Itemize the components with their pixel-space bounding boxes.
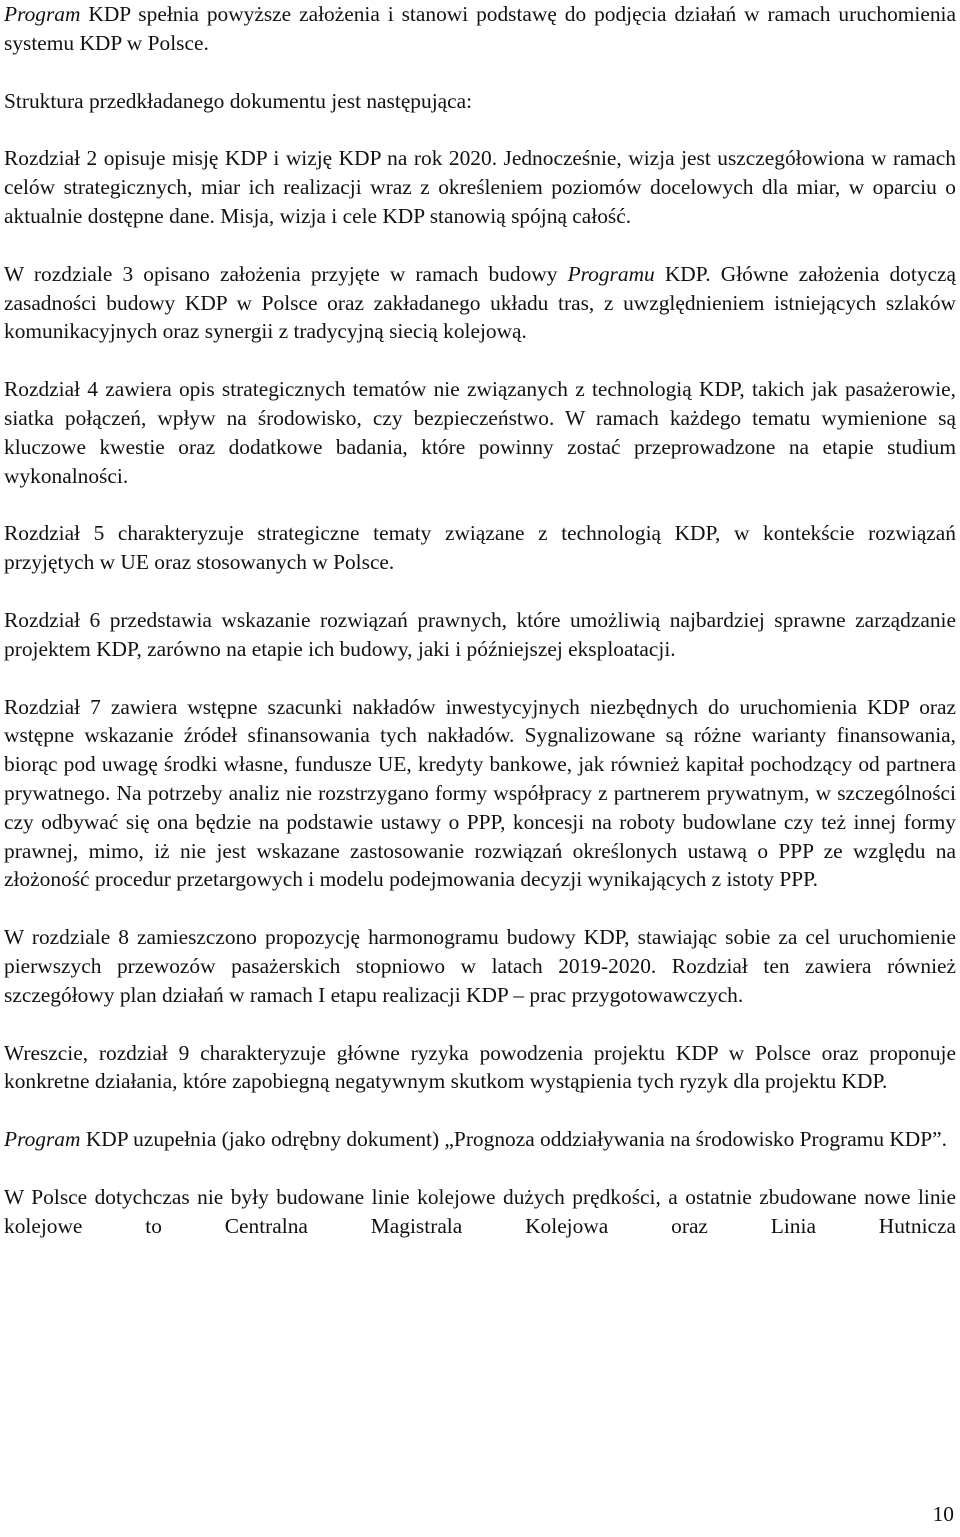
- paragraph-chapter-2: Rozdział 2 opisuje misję KDP i wizję KDP na rok 2020. Jednocześnie, wizja jest uszczegółowiona w ramach celów strategicznych, miar ich realizacji wraz z określeniem poziomów docelowych dla miar, w oparciu o aktualnie dostępne dane. Misja, wizja i cele KDP stanowią spójną całość.: [4, 146, 956, 228]
- paragraph-chapter-4: Rozdział 4 zawiera opis strategicznych tematów nie związanych z technologią KDP, takich jak pasażerowie, siatka połączeń, wpływ na środowisko, czy bezpieczeństwo. W ramach każdego tematu wymienione są kluczowe kwestie oraz dodatkowe badania, które powinny zostać przeprowadzone na etapie studium wykonalności.: [4, 377, 956, 488]
- paragraph-chapter-9: Wreszcie, rozdział 9 charakteryzuje główne ryzyka powodzenia projektu KDP w Polsce oraz proponuje konkretne działania, które zapobiegną negatywnym skutkom wystąpienia tych ryzyk dla projektu KDP.: [4, 1040, 956, 1094]
- paragraph-program-supplement: Program KDP uzupełnia (jako odrębny dokument) „Prognoza oddziaływania na środowisko Programu KDP”.: [4, 1127, 947, 1152]
- document-page: [4, 0, 956, 1270]
- paragraph-chapter-6: Rozdział 6 przedstawia wskazanie rozwiązań prawnych, które umożliwią najbardziej sprawne zarządzanie projektem KDP, zarówno na etapie ich budowy, jaki i późniejszej eksploatacji.: [4, 607, 956, 661]
- paragraph-chapter-3: W rozdziale 3 opisano założenia przyjęte w ramach budowy Programu KDP. Główne założenia dotyczą zasadności budowy KDP w Polsce oraz zakładanego układu tras, z uwzględnieniem istniejących szlaków komunikacyjnych oraz synergii z tradycyjną siecią kolejową.: [4, 261, 956, 344]
- paragraph-chapter-8: W rozdziale 8 zamieszczono propozycję harmonogramu budowy KDP, stawiając sobie za cel uruchomienie pierwszych przewozów pasażerskich stopniowo w latach 2019-2020. Rozdział ten zawiera również szczegółowy plan działań w ramach I etapu realizacji KDP – prac przygotowawczych.: [4, 925, 956, 1007]
- paragraph-structure-heading: Struktura przedkładanego dokumentu jest następująca:: [4, 88, 473, 113]
- page-number: 10: [932, 1502, 954, 1526]
- program-italic: Program: [4, 1127, 81, 1152]
- paragraph-chapter-7: Rozdział 7 zawiera wstępne szacunki nakładów inwestycyjnych niezbędnych do uruchomienia KDP oraz wstępne wskazanie źródeł sfinansowania tych nakładów. Sygnalizowane są różne warianty finansowania, biorąc pod uwagę środki własne, fundusze UE, kredyty bankowe, jak również kapitał pochodzący od partnera prywatnego. Na potrzeby analiz nie rozstrzygano formy współpracy z partnerem prywatnym, w szczególności czy odbywać się ona będzie na podstawie ustawy o PPP, koncesji na roboty budowlane czy też innej formy prawnej, mimo, iż nie jest wskazane zastosowanie rozwiązań określonych ustawą o PPP ze względu na złożoność procedur przetargowych i modelu podejmowania decyzji wynikających z istoty PPP.: [4, 694, 956, 892]
- paragraph-chapter-5: Rozdział 5 charakteryzuje strategiczne tematy związane z technologią KDP, w kontekście rozwiązań przyjętych w UE oraz stosowanych w Polsce.: [4, 521, 956, 575]
- paragraph-program-intro: Program KDP spełnia powyższe założenia i stanowi podstawę do podjęcia działań w ramach uruchomienia systemu KDP w Polsce.: [4, 2, 956, 55]
- programu-italic: Programu: [567, 261, 655, 286]
- program-italic: Program: [4, 2, 81, 26]
- paragraph-poland-railways: W Polsce dotychczas nie były budowane linie kolejowe dużych prędkości, a ostatnie zbudowane nowe linie kolejowe to Centralna Magistrala Kolejowa oraz Linia Hutnicza: [4, 1184, 956, 1238]
